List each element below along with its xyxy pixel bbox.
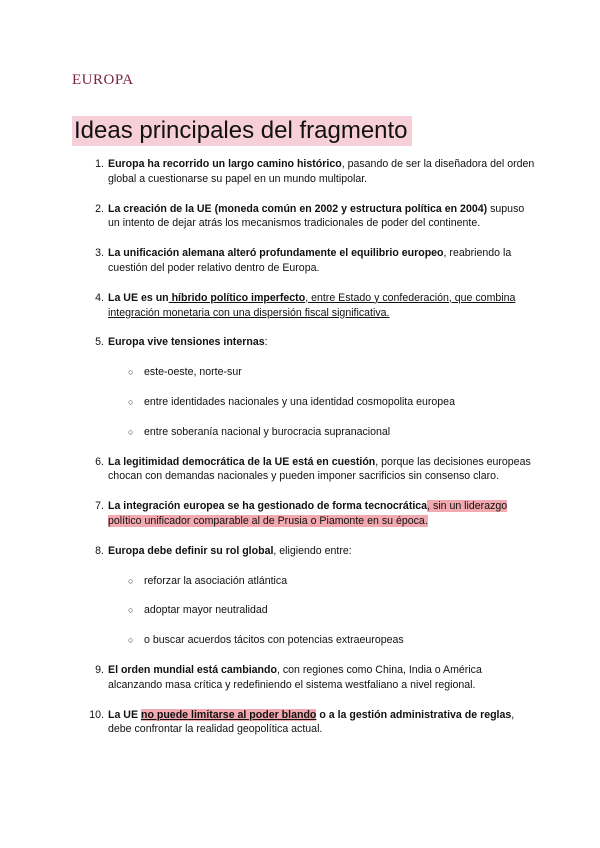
circle-bullet-icon: ○ [128,426,134,437]
list-item [95,202,538,232]
sub-item-text: entre identidades nacionales y una identidad cosmopolita europea [144,395,455,408]
item-bold-underlined: híbrido político imperfecto [168,291,306,304]
item-bold: El orden mundial está cambiando [108,663,277,676]
sub-list [108,574,538,648]
item-number: 10. [89,708,104,721]
sub-item-text: reforzar la asociación atlántica [144,574,288,587]
item-underlined-text: , entre Estado y confederación, que combina integración monetaria con una dispersión fiscal significativa. [108,291,516,319]
item-bold: La creación de la UE (moneda común en 2002 y estructura política en 2004) [108,202,488,215]
item-number: 3. [95,247,104,260]
item-number: 8. [95,544,104,557]
list-item [95,499,538,529]
sub-list-item [108,603,538,618]
item-text: , reabriendo la cuestión del poder relativo dentro de Europa. [108,247,512,274]
list-item [95,335,538,439]
item-number: 5. [95,336,104,349]
item-number: 7. [95,500,104,513]
list-item [95,157,538,187]
item-number: 4. [95,291,104,304]
sub-list-item [108,574,538,589]
item-text: , con regiones como China, India o América alcanzando masa crítica y redefiniendo el sistema westfaliano a nivel regional. [108,663,482,691]
item-number: 2. [95,202,104,215]
item-bold: Europa vive tensiones internas [108,336,265,349]
circle-bullet-icon: ○ [128,635,134,646]
sub-list-item [108,395,538,410]
item-number: 1. [95,158,104,170]
circle-bullet-icon: ○ [128,367,134,378]
sub-item-text: entre soberanía nacional y burocracia supranacional [144,425,391,438]
sub-item-text: o buscar acuerdos tácitos con potencias extraeuropeas [144,634,404,647]
section-kicker: EUROPA [72,72,134,88]
sub-item-text: este-oeste, norte-sur [144,366,242,379]
list-item [95,663,538,693]
sub-list [108,365,538,439]
item-bold: La integración europea se ha gestionado de forma tecnocrática [108,500,428,513]
sub-list-item [108,425,538,440]
item-number: 6. [95,455,104,468]
item-text: , pasando de ser la diseñadora del orden global a cuestionarse su papel en un mundo multipolar. [108,158,535,185]
item-bold: La unificación alemana alteró profundamente el equilibrio europeo [108,247,444,260]
list-item [95,291,538,321]
sub-item-text: adoptar mayor neutralidad [144,604,268,617]
circle-bullet-icon: ○ [128,575,134,586]
list-item [95,246,538,276]
item-bold: Europa ha recorrido un largo camino histórico [108,158,342,170]
item-text: , eligiendo entre: [273,544,352,557]
item-text: , porque las decisiones europeas chocan con demandas nacionales y pueden imponer sacrificios sin consenso claro. [108,455,531,483]
item-text: supuso un intento de dejar atrás los mecanismos tradicionales de poder del continente. [108,202,525,230]
item-bold: Europa debe definir su rol global [108,544,274,557]
highlighted-text: , sin un liderazgo político unificador comparable al de Prusia o Piamonte en su época. [108,500,508,527]
circle-bullet-icon: ○ [128,605,134,616]
list-item [95,455,538,485]
main-ideas-list [89,157,538,752]
list-item [89,708,538,738]
item-bold: La UE [108,708,139,721]
item-bold: La UE es un [108,291,169,304]
item-bold-highlighted: no puede limitarse al poder blando [140,708,317,721]
circle-bullet-icon: ○ [128,396,134,407]
sub-list-item [108,633,538,648]
item-text: : [264,336,268,349]
item-text: , debe confrontar la realidad geopolítica actual. [108,708,515,736]
sub-list-item [108,365,538,380]
item-number: 9. [95,663,104,676]
item-bold: La legitimidad democrática de la UE está en cuestión [108,455,376,468]
list-item [95,544,538,648]
item-bold-continued: o a la gestión administrativa de reglas [316,708,512,721]
page-title: Ideas principales del fragmento [72,116,412,146]
